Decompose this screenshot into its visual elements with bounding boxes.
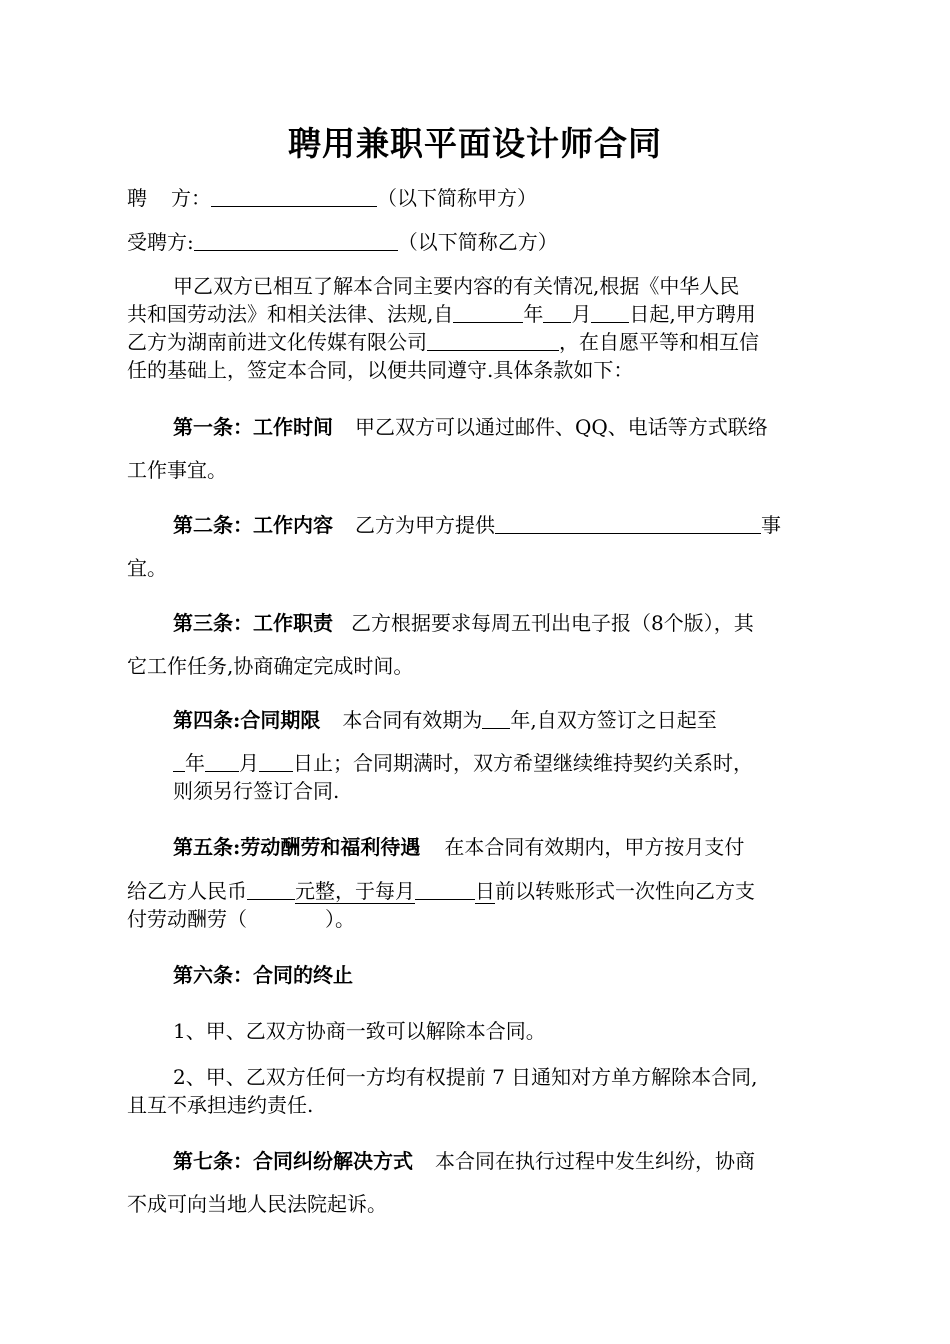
service-blank[interactable] <box>495 513 761 534</box>
intro-line-3 <box>127 330 759 354</box>
article-4-line-3: 则须另行签订合同. <box>173 779 340 803</box>
employer-label: 聘 <box>127 186 147 210</box>
article-2-heading: 第二条：工作内容 <box>173 513 333 537</box>
article-3-heading: 第三条：工作职责 <box>173 611 333 635</box>
article-3-line-1 <box>173 611 754 635</box>
article-5-text: 前以转账形式一次性向乙方支 <box>495 879 755 903</box>
article-1-line-2: 工作事宜。 <box>127 458 227 482</box>
article-7-line-2: 不成可向当地人民法院起诉。 <box>127 1192 387 1216</box>
article-5-line-1 <box>173 835 744 859</box>
article-2-line-2: 宜。 <box>127 556 167 580</box>
article-7-text: 本合同在执行过程中发生纠纷，协商 <box>435 1149 755 1173</box>
employee-line <box>127 230 558 254</box>
employer-label-2: 方： <box>171 186 211 210</box>
yuan-label: 元整，于每月 <box>295 879 415 903</box>
start-month-blank[interactable] <box>543 302 571 323</box>
article-5-heading: 第五条:劳动酬劳和福利待遇 <box>173 835 421 859</box>
intro-text: ，在自愿平等和相互信 <box>559 330 759 354</box>
intro-line-2 <box>127 302 756 326</box>
article-5-text: 付劳动酬劳（ <box>127 907 247 931</box>
article-5-text: 在本合同有效期内，甲方按月支付 <box>444 835 745 859</box>
intro-text: 共和国劳动法》和相关法律、法规,自 <box>127 302 454 326</box>
employee-label: 受聘方: <box>127 230 194 254</box>
article-3-text: 乙方根据要求每周五刊出电子报（8个版），其 <box>351 611 754 635</box>
article-7-heading: 第七条：合同纠纷解决方式 <box>173 1149 413 1173</box>
year-label: 年 <box>185 751 205 775</box>
employer-suffix: （以下简称甲方） <box>377 186 537 210</box>
salary-blank[interactable] <box>247 879 295 900</box>
article-2-text: 乙方为甲方提供 <box>355 513 495 537</box>
article-4-line-2 <box>173 751 753 775</box>
payday-blank[interactable] <box>415 879 475 900</box>
article-4-line-1 <box>173 708 717 732</box>
term-years-blank[interactable] <box>482 708 510 729</box>
day-label: 日 <box>475 879 495 903</box>
article-1-heading: 第一条：工作时间 <box>173 415 333 439</box>
article-6-item-2-line-1: 2、甲、乙双方任何一方均有权提前 7 日通知对方单方解除本合同, <box>173 1065 758 1089</box>
intro-line-4: 任的基础上，签定本合同，以便共同遵守.具体条款如下： <box>127 358 634 382</box>
employee-suffix: （以下简称乙方） <box>397 230 558 254</box>
article-6-item-2-line-2: 且互不承担违约责任. <box>127 1093 314 1117</box>
month-label: 月 <box>239 751 259 775</box>
employer-name-blank[interactable] <box>211 186 377 207</box>
article-2-line-1 <box>173 513 781 537</box>
article-3-line-2: 它工作任务,协商确定完成时间。 <box>127 654 414 678</box>
article-2-text: 事 <box>761 513 781 537</box>
article-7-line-1 <box>173 1149 755 1173</box>
article-5-line-3 <box>127 907 355 931</box>
position-blank[interactable] <box>427 330 559 351</box>
article-5-text: 给乙方人民币 <box>127 879 247 903</box>
intro-text: 乙方为湖南前进文化传媒有限公司 <box>127 330 427 354</box>
article-5-line-2 <box>127 879 755 903</box>
article-6-heading: 第六条：合同的终止 <box>173 963 353 987</box>
start-day-blank[interactable] <box>591 302 629 323</box>
intro-text: 日起,甲方聘用 <box>629 302 756 326</box>
article-5-text: ）。 <box>325 907 355 931</box>
employer-line <box>127 186 537 210</box>
employee-name-blank[interactable] <box>194 230 398 251</box>
article-4-heading: 第四条:合同期限 <box>173 708 321 732</box>
article-6-item-1: 1、甲、乙双方协商一致可以解除本合同。 <box>173 1019 546 1043</box>
intro-line-1: 甲乙双方已相互了解本合同主要内容的有关情况,根据《中华人民 <box>173 274 740 298</box>
article-1-line-1 <box>173 415 768 439</box>
end-month-blank[interactable] <box>205 751 239 772</box>
article-6-line-1 <box>173 963 353 987</box>
end-year-blank[interactable] <box>173 751 185 772</box>
article-1-text: 甲乙双方可以通过邮件、QQ、电话等方式联络 <box>355 415 768 439</box>
article-4-text: 日止；合同期满时，双方希望继续维持契约关系时， <box>293 751 753 775</box>
year-label: 年 <box>523 302 544 326</box>
month-label: 月 <box>571 302 592 326</box>
start-year-blank[interactable] <box>453 302 523 323</box>
end-day-blank[interactable] <box>259 751 293 772</box>
article-4-text: 本合同有效期为 <box>342 708 483 732</box>
article-4-text: 年,自双方签订之日起至 <box>510 708 717 732</box>
contract-title: 聘用兼职平面设计师合同 <box>288 124 662 163</box>
